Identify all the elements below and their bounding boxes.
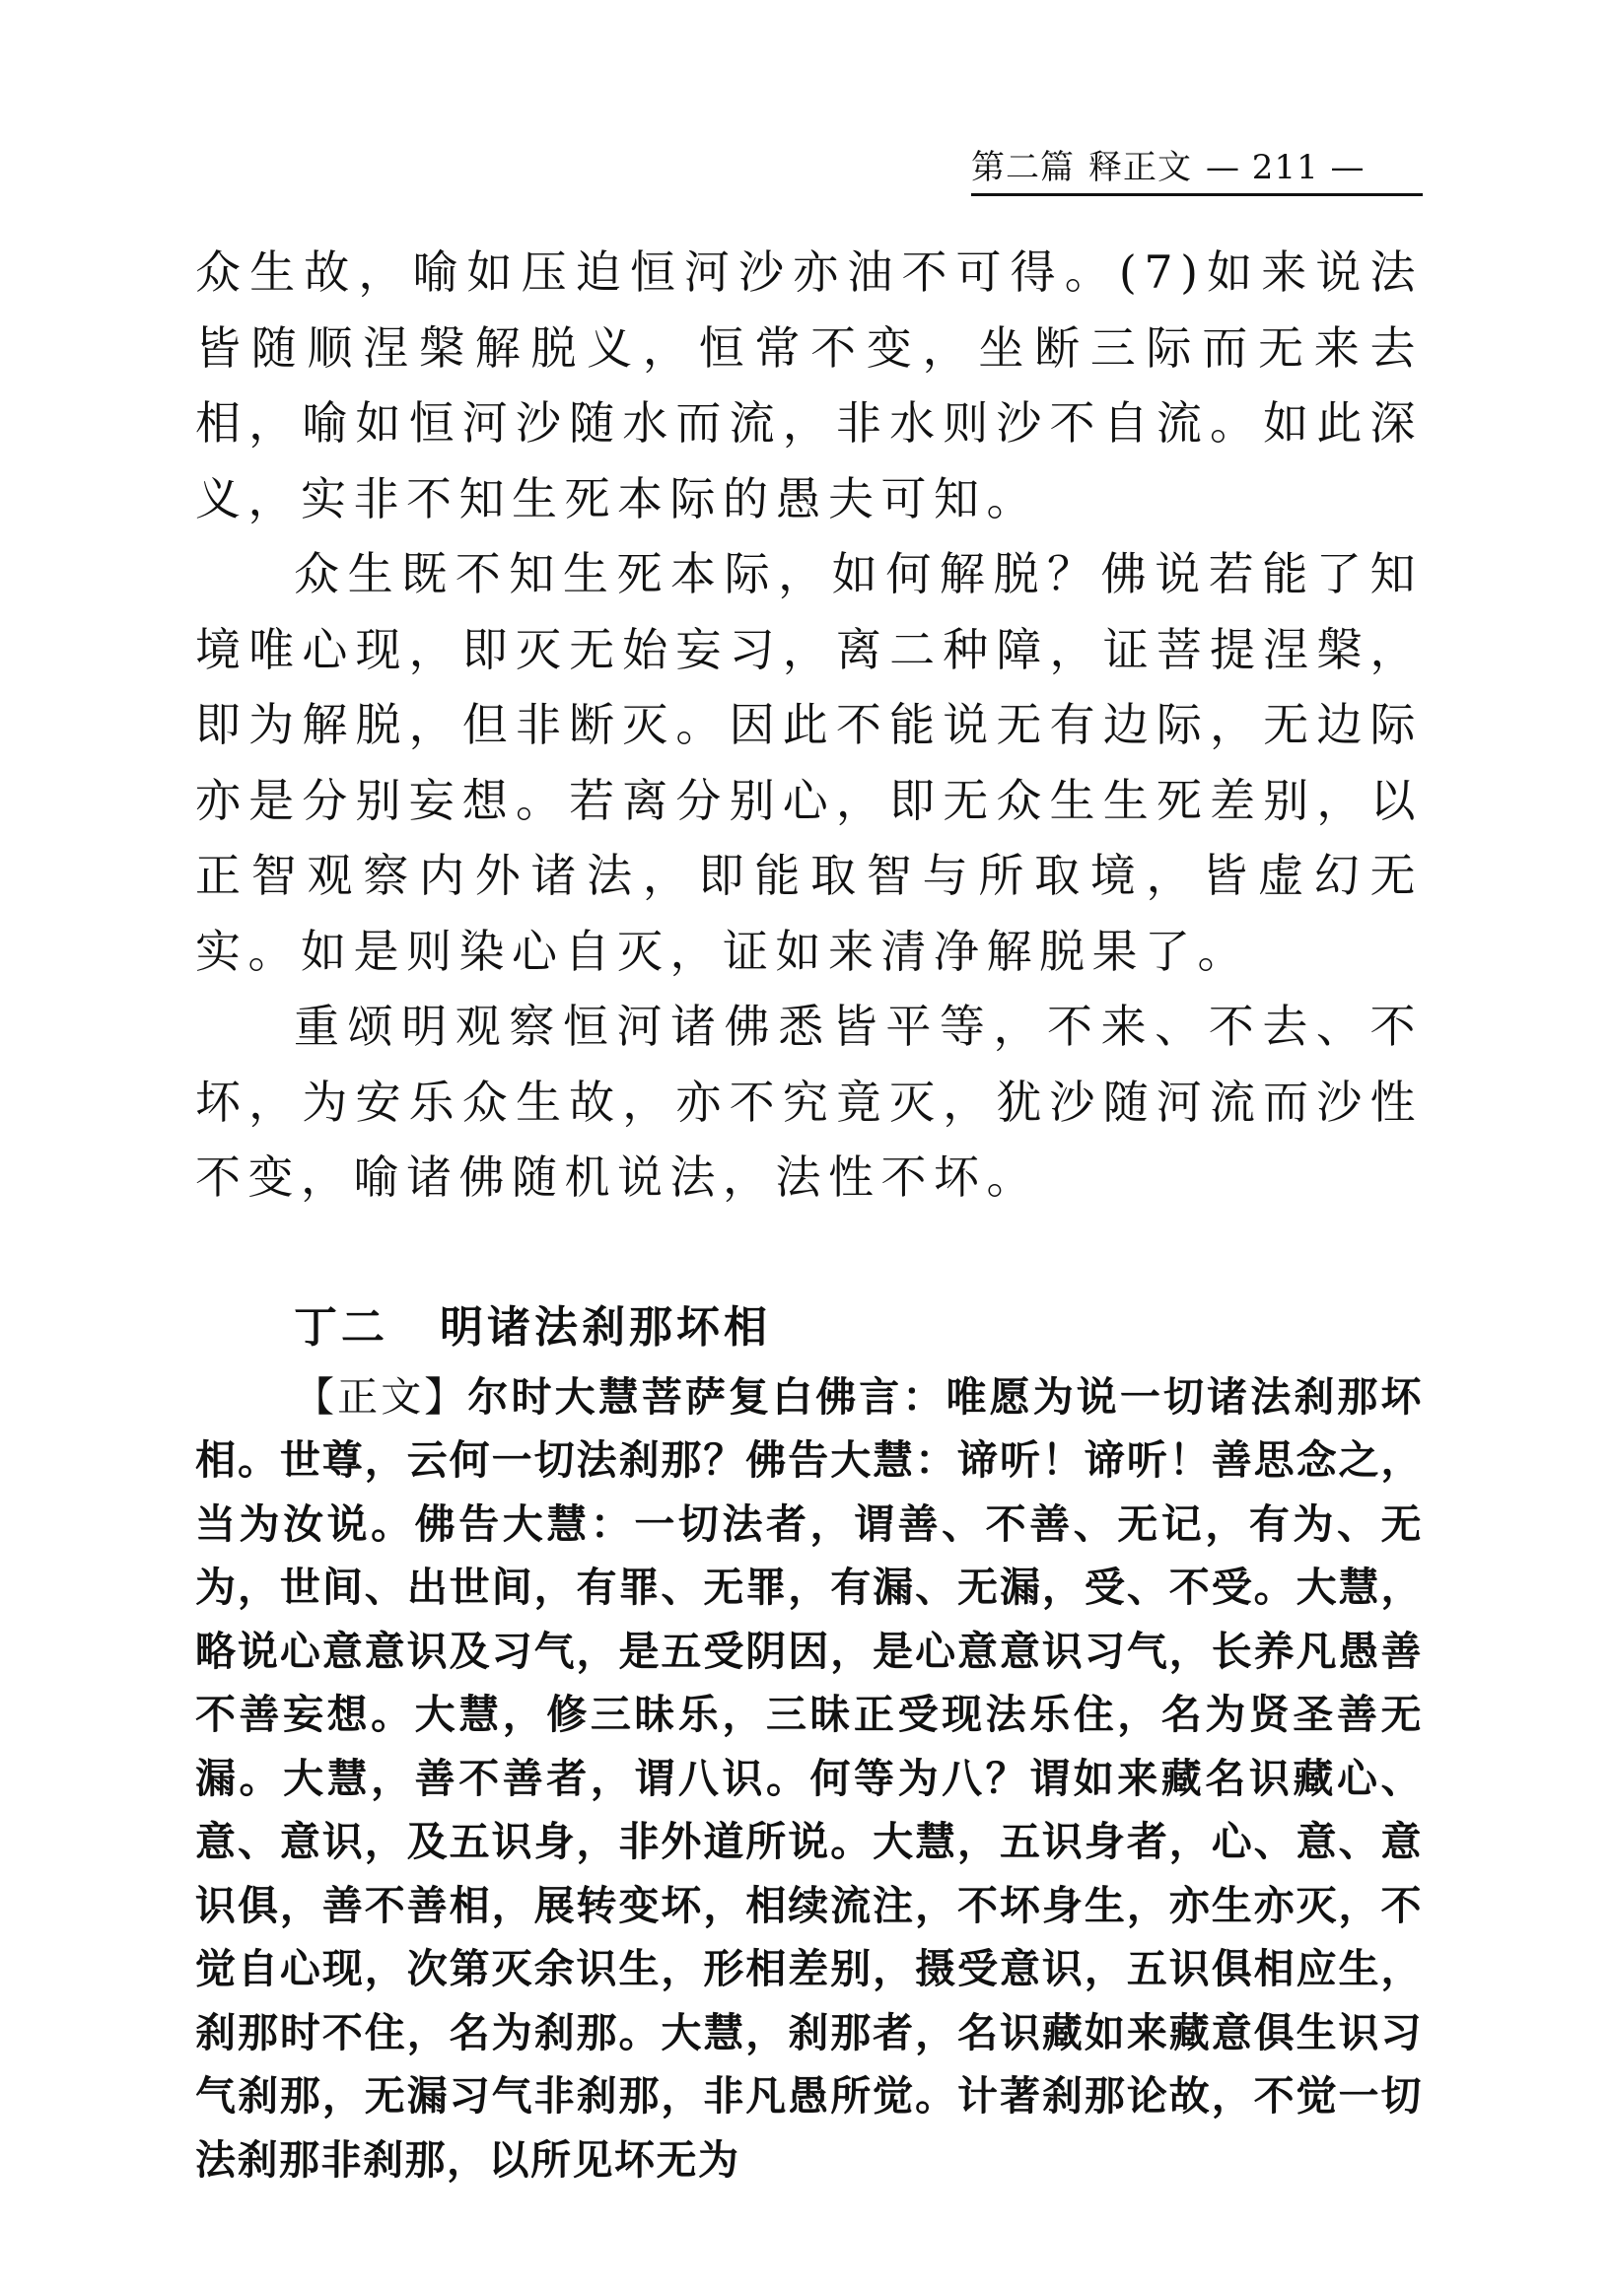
chapter-label: 释正文	[1088, 148, 1192, 187]
header-rule	[971, 193, 1423, 196]
page-number: — 211 —	[1206, 148, 1366, 187]
section-number: 丁二	[294, 1301, 388, 1353]
sutra-text: 尔时大慧菩萨复白佛言：唯愿为说一切诸法刹那坏相。世尊，云何一切法刹那？佛告大慧：谛听！谛听！善思念之，当为汝说。佛告大慧：一切法者，谓善、不善、无记，有为、无为，世间、出世间，有罪、无罪，有漏、无漏，受、不受。大慧，略说心意意识及习气，是五受阴因，是心意意识习气，长养凡愚善不善妄想。大慧，修三昧乐，三昧正受现法乐住，名为贤圣善无漏。大慧，善不善者，谓八识。何等为八？谓如来藏名识藏心、意、意识，及五识身，非外道所说。大慧，五识身者，心、意、意识俱，善不善相，展转变坏，相续流注，不坏身生，亦生亦灭，不觉自心现，次第灭余识生，形相差别，摄受意识，五识俱相应生，刹那时不住，名为刹那。大慧，刹那者，名识藏如来藏意俱生识习气刹那，无漏习气非刹那，非凡愚所觉。计著刹那论故，不觉一切法刹那非刹那，以所见坏无为	[195, 1372, 1424, 2184]
part-label: 第二篇	[971, 148, 1075, 187]
commentary-paragraph-2: 众生既不知生死本际，如何解脱？佛说若能了知境唯心现，即灭无始妄习，离二种障，证菩提涅槃，即为解脱，但非断灭。因此不能说无有边际，无边际亦是分别妄想。若离分别心，即无众生生死差别，以正智观察内外诸法，即能取智与所取境，皆虚幻无实。如是则染心自灭，证如来清净解脱果了。	[195, 547, 1423, 978]
section-title: 明诸法刹那坏相	[440, 1301, 771, 1353]
commentary-paragraph-1: 众生故，喻如压迫恒河沙亦油不可得。(7)如来说法皆随顺涅槃解脱义，恒常不变，坐断三际而无来去相，喻如恒河沙随水而流，非水则沙不自流。如此深义，实非不知生死本际的愚夫可知。	[195, 245, 1423, 525]
commentary-paragraph-3: 重颂明观察恒河诸佛悉皆平等，不来、不去、不坏，为安乐众生故，亦不究竟灭，犹沙随河流而沙性不变，喻诸佛随机说法，法性不坏。	[195, 1000, 1423, 1204]
section-heading	[195, 1290, 1423, 1365]
running-head	[971, 146, 1423, 189]
sutra-label: 【正文】	[294, 1372, 468, 1421]
section-gap	[195, 1216, 1423, 1290]
page-body	[195, 235, 1423, 2192]
sutra-text-block	[195, 1365, 1423, 2192]
